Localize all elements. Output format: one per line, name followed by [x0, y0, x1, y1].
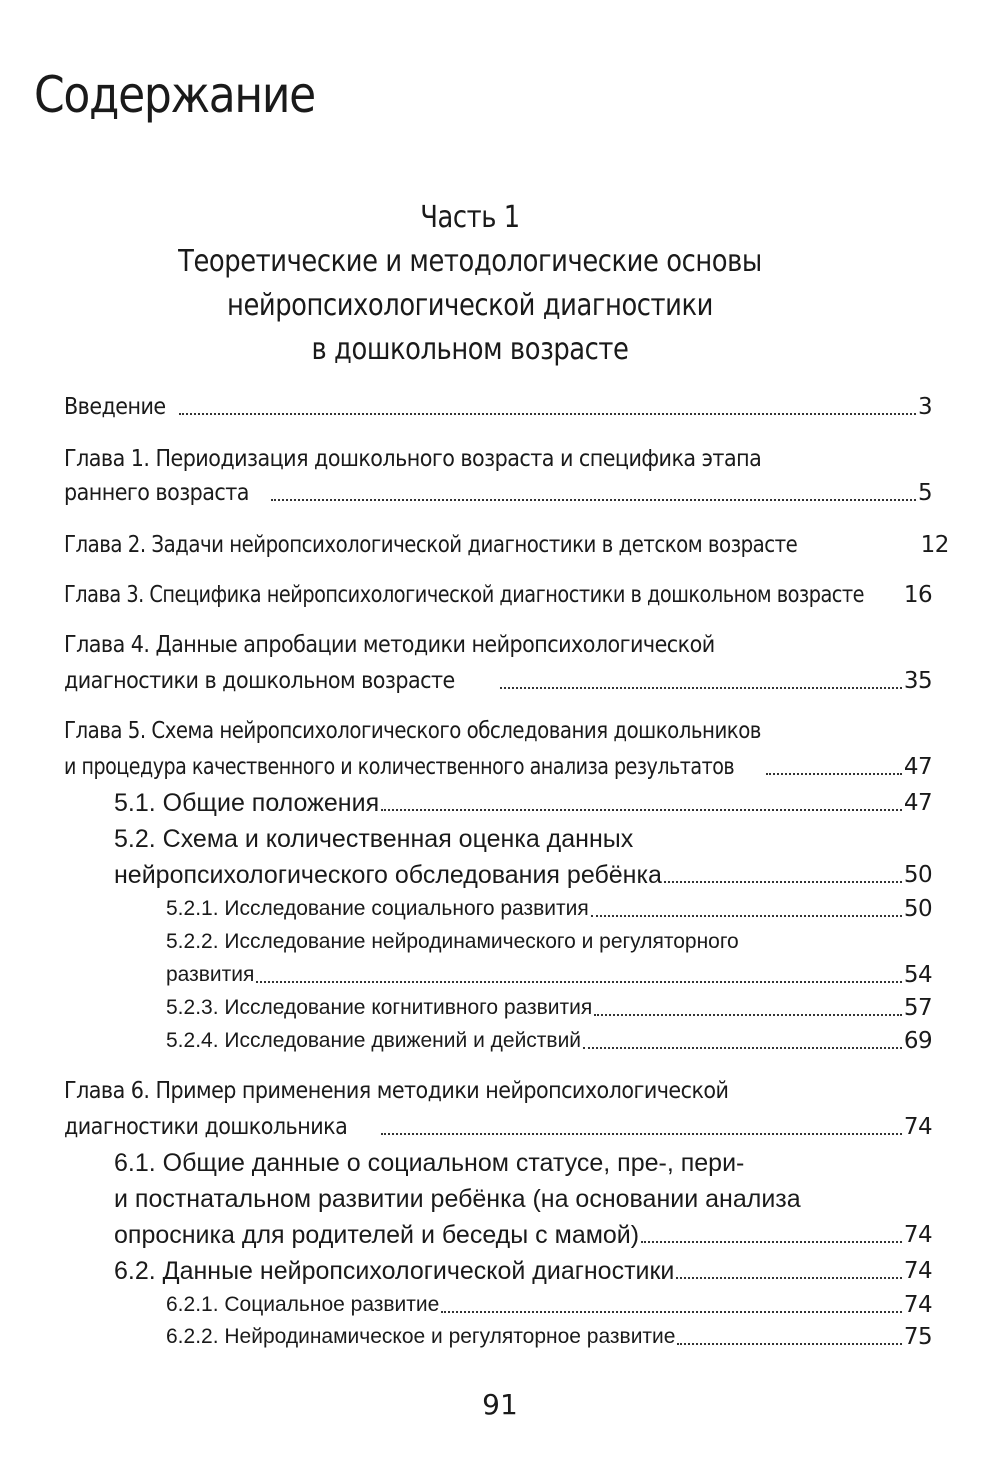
toc-page-number: 50 [903, 862, 932, 888]
toc-entry-5-2[interactable] [114, 858, 932, 892]
toc-page-number: 47 [903, 790, 932, 816]
leader-dots [677, 1343, 901, 1345]
toc-page-number: 74 [903, 1292, 932, 1318]
toc-page-number: 12 [920, 532, 949, 558]
toc-entry-5-2-line1[interactable] [114, 822, 633, 856]
toc-entry-ch6[interactable] [64, 1110, 932, 1144]
toc-entry-ch1-line1[interactable] [64, 442, 839, 476]
leader-dots [641, 1241, 902, 1243]
toc-entry-ch1[interactable] [64, 476, 932, 510]
toc-page-number: 69 [903, 1028, 932, 1054]
leader-dots [179, 413, 916, 415]
leader-dots [381, 1133, 902, 1135]
toc-page-number: 74 [903, 1222, 932, 1248]
toc-entry-title: диагностики дошкольника [64, 1114, 348, 1140]
toc-page-number: 75 [903, 1324, 932, 1350]
toc-entry-5-2-4[interactable] [166, 1024, 932, 1058]
leader-dots [583, 1047, 902, 1049]
toc-page-number: 35 [903, 668, 932, 694]
toc-entry-ch5-line1[interactable] [64, 714, 874, 748]
toc-entry-5-2-2[interactable] [166, 958, 932, 992]
toc-entry-title: опросника для родителей и беседы с мамой) [114, 1221, 640, 1249]
toc-entry-ch6-line1[interactable] [64, 1074, 802, 1108]
toc-entry-title: 5.2.4. Исследование движений и действий [166, 1029, 582, 1052]
leader-dots [256, 981, 902, 983]
toc-entry-title: 6.2. Данные нейропсихологической диагностики [114, 1257, 675, 1285]
toc-page-number: 16 [903, 582, 932, 608]
toc-page-number: 54 [903, 962, 932, 988]
toc-entry-title: Введение [64, 394, 166, 420]
toc-entry-title: 6.2.2. Нейродинамическое и регуляторное развитие [166, 1325, 676, 1348]
toc-entry-title: Глава 5. Схема нейропсихологического обследования дошкольников [64, 718, 761, 744]
toc-entry-title: раннего возраста [64, 480, 249, 506]
toc-page-number: 3 [917, 394, 932, 420]
leader-dots [594, 1014, 902, 1016]
leader-dots [766, 773, 902, 775]
toc-entry-6-1-line1[interactable] [114, 1146, 744, 1180]
toc-page-number: 47 [903, 754, 932, 780]
toc-entry-ch4[interactable] [64, 664, 932, 698]
toc-page-number: 74 [903, 1258, 932, 1284]
leader-dots [591, 915, 902, 917]
toc-entry-5-1[interactable] [114, 786, 932, 820]
toc-entry-ch2[interactable] [64, 528, 949, 562]
toc-entry-ch3[interactable] [64, 578, 932, 612]
toc-entry-title: 5.2.1. Исследование социального развития [166, 897, 589, 920]
toc-entry-title: и процедура качественного и количественного анализа результатов [64, 754, 735, 780]
toc-entry-title: 6.1. Общие данные о социальном статусе, пре-, пери- [114, 1149, 745, 1177]
toc-entry-6-2-1[interactable] [166, 1288, 932, 1322]
toc-entry-title: и постнатальном развитии ребёнка (на основании анализа [114, 1185, 801, 1213]
leader-dots [676, 1277, 902, 1279]
part-heading [60, 196, 880, 372]
toc-entry-6-1-line2[interactable] [114, 1182, 801, 1216]
part-title-line: Теоретические и методологические основы [178, 244, 762, 279]
toc-entry-5-2-2-line1[interactable] [166, 925, 739, 959]
toc-entry-title: 5.2. Схема и количественная оценка данных [114, 825, 634, 853]
toc-entry-5-2-3[interactable] [166, 991, 932, 1025]
toc-entry-title: 5.1. Общие положения [114, 789, 380, 817]
toc-entry-title: диагностики в дошкольном возрасте [64, 668, 455, 694]
toc-entry-title: Глава 2. Задачи нейропсихологической диагностики в детском возрасте [64, 532, 798, 558]
page-number-footer: 91 [482, 1388, 518, 1421]
toc-entry-6-2[interactable] [114, 1254, 932, 1288]
toc-entry-title: Глава 3. Специфика нейропсихологической диагностики в дошкольном возрасте [64, 582, 865, 608]
leader-dots [381, 809, 902, 811]
toc-page-number: 57 [903, 995, 932, 1021]
toc-entry-title: нейропсихологического обследования ребёнка [114, 861, 662, 889]
page-title: Содержание [34, 66, 315, 124]
part-number: Часть 1 [420, 200, 520, 235]
toc-entry-intro[interactable] [64, 390, 932, 424]
part-title-line: нейропсихологической диагностики [227, 288, 713, 323]
leader-dots [500, 687, 902, 689]
toc-entry-6-2-2[interactable] [166, 1320, 932, 1354]
toc-entry-title: Глава 1. Периодизация дошкольного возраста и специфика этапа [64, 446, 762, 472]
toc-entry-6-1[interactable] [114, 1218, 932, 1252]
leader-dots [664, 881, 902, 883]
toc-entry-title: 5.2.2. Исследование нейродинамического и регуляторного [166, 930, 739, 953]
toc-entry-ch5[interactable] [64, 750, 932, 784]
leader-dots [271, 499, 915, 501]
part-title-line: в дошкольном возрасте [311, 332, 629, 367]
toc-entry-title: Глава 6. Пример применения методики нейропсихологической [64, 1078, 729, 1104]
toc-page-number: 74 [903, 1114, 932, 1140]
leader-dots [441, 1311, 902, 1313]
toc-entry-ch4-line1[interactable] [64, 628, 787, 662]
toc-page-number: 50 [903, 896, 932, 922]
toc-entry-title: Глава 4. Данные апробации методики нейропсихологической [64, 632, 715, 658]
toc-entry-title: 5.2.3. Исследование когнитивного развития [166, 996, 593, 1019]
toc-entry-5-2-1[interactable] [166, 892, 932, 926]
toc-page-number: 5 [917, 480, 932, 506]
toc-entry-title: развития [166, 963, 255, 986]
toc-entry-title: 6.2.1. Социальное развитие [166, 1293, 440, 1316]
